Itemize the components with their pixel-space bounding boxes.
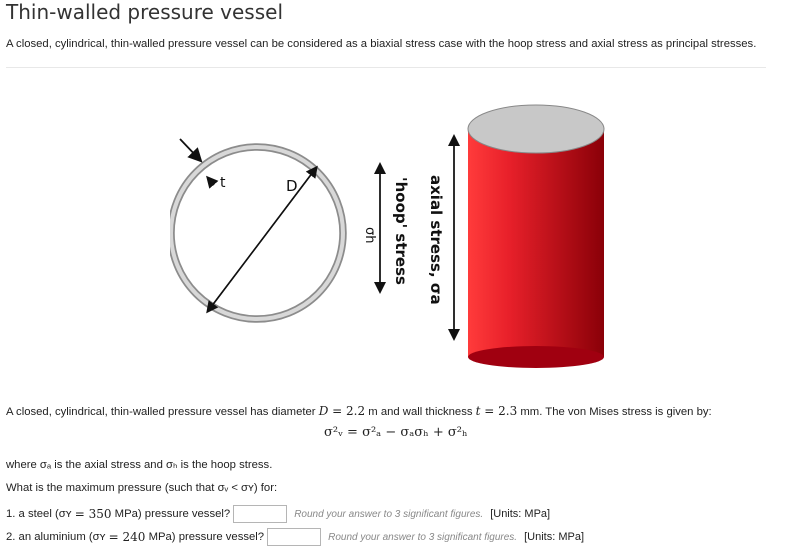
hoop-label: 'hoop' stress bbox=[392, 177, 410, 285]
thickness-arrow bbox=[180, 139, 200, 160]
hint-text: Round your answer to 3 significant figures. bbox=[294, 508, 484, 520]
units-label: [Units: MPa] bbox=[490, 508, 551, 520]
label-d: D bbox=[286, 177, 298, 195]
page-title: Thin-walled pressure vessel bbox=[6, 0, 284, 24]
pressure-vessel-figure bbox=[170, 95, 630, 375]
von-mises-equation: σ²ᵥ = σ²ₐ − σₐσₕ + σ²ₕ bbox=[324, 425, 468, 440]
answer-input-aluminium[interactable] bbox=[267, 528, 321, 546]
question-2: 2. an aluminium (σʏ = 240 MPa) pressure vessel? Round your answer to 3 significant figures. [Units: MPa] bbox=[6, 530, 584, 544]
question-1: 1. a steel (σʏ = 350 MPa) pressure vessel? Round your answer to 3 significant figures. [Units: MPa] bbox=[6, 507, 551, 521]
where-text: where σₐ is the axial stress and σₕ is the hoop stress. bbox=[6, 459, 273, 471]
problem-statement: A closed, cylindrical, thin-walled pressure vessel has diameter D = 2.2 m and wall thickness t = 2.3 mm. The von Mises stress is given by: bbox=[6, 404, 712, 418]
hint-text: Round your answer to 3 significant figures. bbox=[328, 531, 518, 543]
divider bbox=[6, 67, 766, 68]
answer-input-steel[interactable] bbox=[233, 505, 287, 523]
var-d: D = 2.2 bbox=[318, 404, 366, 418]
label-t: t bbox=[220, 175, 226, 191]
hoop-symbol: σh bbox=[362, 227, 377, 244]
axial-label: axial stress, σa bbox=[427, 175, 445, 305]
units-label: [Units: MPa] bbox=[524, 531, 584, 543]
thickness-arrow-inner bbox=[208, 178, 214, 185]
vessel-cross-section bbox=[171, 147, 343, 319]
question-text: What is the maximum pressure (such that σᵥ < σʏ) for: bbox=[6, 482, 278, 494]
intro-text: A closed, cylindrical, thin-walled pressure vessel can be considered as a biaxial stress case with the hoop stress and axial stress as principal stresses. bbox=[6, 38, 757, 50]
var-t: t = 2.3 bbox=[475, 404, 518, 418]
vessel-cylinder bbox=[468, 105, 604, 368]
